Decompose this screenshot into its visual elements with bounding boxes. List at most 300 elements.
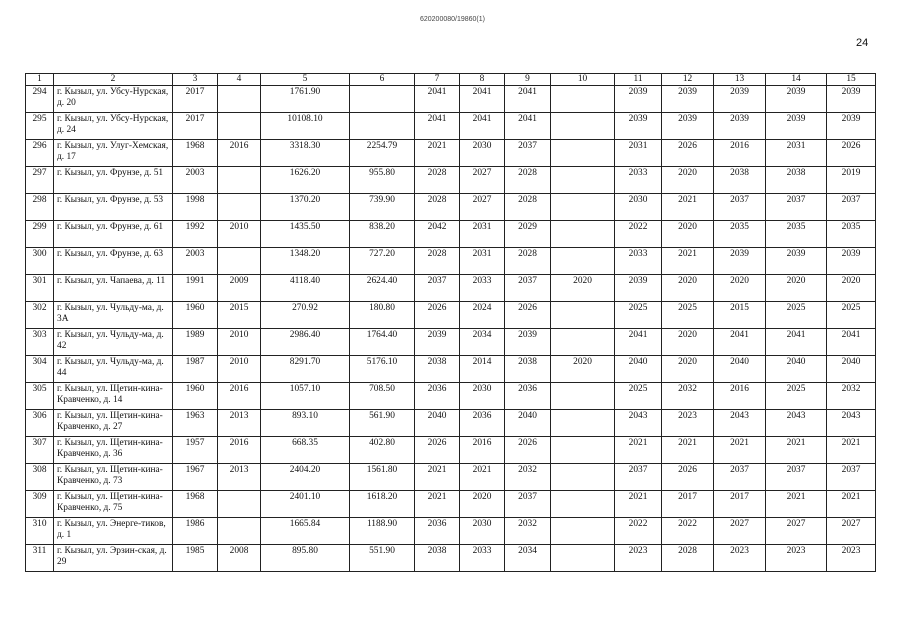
value-cell: 2404.20 — [261, 464, 350, 491]
row-number-cell: 294 — [26, 86, 54, 113]
value-cell: 2037 — [766, 464, 827, 491]
value-cell: 2038 — [415, 545, 460, 572]
value-cell: 2041 — [505, 86, 551, 113]
value-cell: 2039 — [662, 86, 714, 113]
value-cell: 2022 — [615, 518, 662, 545]
table-row — [26, 86, 876, 113]
value-cell: 2039 — [766, 248, 827, 275]
value-cell: 2033 — [615, 248, 662, 275]
address-cell: г. Кызыл, ул. Чапаева, д. 11 — [54, 275, 173, 302]
value-cell: 8291.70 — [261, 356, 350, 383]
value-cell: 2014 — [460, 356, 505, 383]
value-cell: 1761.90 — [261, 86, 350, 113]
value-cell: 2029 — [505, 221, 551, 248]
value-cell: 2020 — [460, 491, 505, 518]
address-cell: г. Кызыл, ул. Фрунзе, д. 61 — [54, 221, 173, 248]
value-cell: 2038 — [714, 167, 766, 194]
column-header: 1 — [26, 74, 54, 86]
value-cell: 2030 — [460, 383, 505, 410]
value-cell: 2027 — [766, 518, 827, 545]
address-cell: г. Кызыл, ул. Энерге-тиков, д. 1 — [54, 518, 173, 545]
column-header: 12 — [662, 74, 714, 86]
value-cell: 1998 — [173, 194, 218, 221]
value-cell: 2030 — [460, 140, 505, 167]
value-cell — [218, 86, 261, 113]
value-cell: 2020 — [551, 275, 615, 302]
row-number-cell: 306 — [26, 410, 54, 437]
value-cell: 2020 — [551, 356, 615, 383]
value-cell: 2026 — [827, 140, 876, 167]
value-cell: 1985 — [173, 545, 218, 572]
row-number-cell: 309 — [26, 491, 54, 518]
value-cell: 895.80 — [261, 545, 350, 572]
row-number-cell: 299 — [26, 221, 54, 248]
value-cell: 2028 — [415, 194, 460, 221]
value-cell: 2041 — [460, 86, 505, 113]
value-cell: 2037 — [505, 491, 551, 518]
table-row — [26, 113, 876, 140]
header-row — [26, 74, 876, 86]
value-cell: 2010 — [218, 356, 261, 383]
value-cell: 2039 — [662, 113, 714, 140]
value-cell: 1618.20 — [350, 491, 415, 518]
address-cell: г. Кызыл, ул. Щетин-кина-Кравченко, д. 14 — [54, 383, 173, 410]
value-cell: 2624.40 — [350, 275, 415, 302]
value-cell: 2039 — [827, 248, 876, 275]
value-cell: 2041 — [766, 329, 827, 356]
value-cell: 2016 — [218, 383, 261, 410]
row-number-cell: 304 — [26, 356, 54, 383]
value-cell — [218, 248, 261, 275]
value-cell: 2034 — [460, 329, 505, 356]
value-cell: 2031 — [615, 140, 662, 167]
value-cell: 2017 — [714, 491, 766, 518]
value-cell: 2031 — [460, 248, 505, 275]
table-row — [26, 410, 876, 437]
value-cell: 2041 — [460, 113, 505, 140]
value-cell: 551.90 — [350, 545, 415, 572]
value-cell: 2027 — [827, 518, 876, 545]
value-cell: 2021 — [766, 437, 827, 464]
value-cell: 2041 — [714, 329, 766, 356]
value-cell: 2036 — [415, 383, 460, 410]
value-cell: 2027 — [714, 518, 766, 545]
value-cell: 2039 — [415, 329, 460, 356]
value-cell: 2023 — [615, 545, 662, 572]
value-cell: 1057.10 — [261, 383, 350, 410]
value-cell: 2021 — [766, 491, 827, 518]
value-cell: 2017 — [173, 86, 218, 113]
row-number-cell: 298 — [26, 194, 54, 221]
value-cell: 2025 — [615, 302, 662, 329]
value-cell: 2041 — [415, 86, 460, 113]
value-cell: 1957 — [173, 437, 218, 464]
value-cell: 1435.50 — [261, 221, 350, 248]
row-number-cell: 308 — [26, 464, 54, 491]
value-cell: 739.90 — [350, 194, 415, 221]
column-header: 14 — [766, 74, 827, 86]
value-cell: 2042 — [415, 221, 460, 248]
value-cell: 2021 — [415, 140, 460, 167]
value-cell: 2020 — [662, 221, 714, 248]
row-number-cell: 301 — [26, 275, 54, 302]
value-cell: 2015 — [218, 302, 261, 329]
value-cell: 270.92 — [261, 302, 350, 329]
value-cell: 2016 — [460, 437, 505, 464]
value-cell: 2021 — [827, 491, 876, 518]
address-cell: г. Кызыл, ул. Щетин-кина-Кравченко, д. 36 — [54, 437, 173, 464]
value-cell: 2003 — [173, 248, 218, 275]
row-number-cell: 305 — [26, 383, 54, 410]
column-header: 11 — [615, 74, 662, 86]
value-cell: 2017 — [662, 491, 714, 518]
column-header: 7 — [415, 74, 460, 86]
row-number-cell: 297 — [26, 167, 54, 194]
address-cell: г. Кызыл, ул. Фрунзе, д. 63 — [54, 248, 173, 275]
value-cell — [551, 437, 615, 464]
value-cell — [551, 329, 615, 356]
value-cell: 1968 — [173, 140, 218, 167]
value-cell: 3318.30 — [261, 140, 350, 167]
value-cell — [551, 464, 615, 491]
value-cell: 2016 — [714, 383, 766, 410]
value-cell: 2020 — [662, 356, 714, 383]
value-cell: 2032 — [662, 383, 714, 410]
table-body — [26, 86, 876, 572]
value-cell: 2037 — [714, 194, 766, 221]
value-cell: 2035 — [827, 221, 876, 248]
value-cell: 2021 — [615, 437, 662, 464]
table-row — [26, 302, 876, 329]
address-cell: г. Кызыл, ул. Эрзин-ская, д. 29 — [54, 545, 173, 572]
value-cell: 2040 — [415, 410, 460, 437]
value-cell: 2020 — [766, 275, 827, 302]
value-cell: 2026 — [415, 437, 460, 464]
column-header: 10 — [551, 74, 615, 86]
value-cell: 668.35 — [261, 437, 350, 464]
value-cell: 1960 — [173, 383, 218, 410]
value-cell: 10108.10 — [261, 113, 350, 140]
value-cell: 2039 — [766, 113, 827, 140]
value-cell: 2019 — [827, 167, 876, 194]
value-cell: 2022 — [662, 518, 714, 545]
value-cell: 2037 — [827, 194, 876, 221]
value-cell: 2032 — [505, 518, 551, 545]
table-row — [26, 140, 876, 167]
value-cell: 2037 — [827, 464, 876, 491]
value-cell — [551, 248, 615, 275]
value-cell: 2039 — [714, 248, 766, 275]
value-cell: 727.20 — [350, 248, 415, 275]
value-cell: 708.50 — [350, 383, 415, 410]
value-cell: 2035 — [766, 221, 827, 248]
value-cell: 2037 — [714, 464, 766, 491]
table-row — [26, 545, 876, 572]
value-cell: 2038 — [766, 167, 827, 194]
value-cell: 1991 — [173, 275, 218, 302]
value-cell: 2023 — [662, 410, 714, 437]
value-cell: 2026 — [415, 302, 460, 329]
value-cell: 2025 — [766, 383, 827, 410]
value-cell: 2039 — [714, 86, 766, 113]
column-header: 4 — [218, 74, 261, 86]
table-row — [26, 275, 876, 302]
value-cell: 2026 — [505, 302, 551, 329]
register-table — [25, 73, 876, 572]
value-cell — [551, 410, 615, 437]
value-cell: 1967 — [173, 464, 218, 491]
value-cell: 2026 — [662, 464, 714, 491]
value-cell — [218, 518, 261, 545]
value-cell: 1561.80 — [350, 464, 415, 491]
value-cell: 2024 — [460, 302, 505, 329]
value-cell: 2026 — [662, 140, 714, 167]
value-cell: 2023 — [827, 545, 876, 572]
value-cell: 1968 — [173, 491, 218, 518]
value-cell: 2021 — [415, 491, 460, 518]
column-header: 8 — [460, 74, 505, 86]
table-row — [26, 194, 876, 221]
value-cell: 2021 — [827, 437, 876, 464]
value-cell: 2023 — [766, 545, 827, 572]
value-cell: 2027 — [460, 167, 505, 194]
table-row — [26, 329, 876, 356]
column-header: 2 — [54, 74, 173, 86]
value-cell: 2039 — [615, 86, 662, 113]
value-cell: 561.90 — [350, 410, 415, 437]
value-cell: 2036 — [460, 410, 505, 437]
value-cell: 2025 — [662, 302, 714, 329]
row-number-cell: 303 — [26, 329, 54, 356]
address-cell: г. Кызыл, ул. Чульду-ма, д. 44 — [54, 356, 173, 383]
value-cell: 2025 — [615, 383, 662, 410]
value-cell — [551, 221, 615, 248]
value-cell: 1665.84 — [261, 518, 350, 545]
value-cell: 2041 — [505, 113, 551, 140]
value-cell: 2028 — [662, 545, 714, 572]
value-cell: 2028 — [505, 248, 551, 275]
value-cell: 2039 — [615, 275, 662, 302]
value-cell: 2020 — [714, 275, 766, 302]
value-cell — [218, 113, 261, 140]
value-cell: 2030 — [615, 194, 662, 221]
row-number-cell: 302 — [26, 302, 54, 329]
value-cell: 2033 — [460, 275, 505, 302]
value-cell: 2020 — [827, 275, 876, 302]
value-cell: 1989 — [173, 329, 218, 356]
table-row — [26, 383, 876, 410]
value-cell: 2401.10 — [261, 491, 350, 518]
value-cell: 2021 — [662, 437, 714, 464]
value-cell: 1992 — [173, 221, 218, 248]
value-cell: 1348.20 — [261, 248, 350, 275]
value-cell: 2025 — [766, 302, 827, 329]
value-cell: 2020 — [662, 275, 714, 302]
value-cell: 1626.20 — [261, 167, 350, 194]
table-row — [26, 248, 876, 275]
table-row — [26, 356, 876, 383]
value-cell: 2039 — [827, 113, 876, 140]
value-cell: 2020 — [662, 167, 714, 194]
value-cell: 2028 — [415, 167, 460, 194]
value-cell: 402.80 — [350, 437, 415, 464]
value-cell: 2021 — [714, 437, 766, 464]
value-cell: 2254.79 — [350, 140, 415, 167]
value-cell: 1986 — [173, 518, 218, 545]
value-cell: 955.80 — [350, 167, 415, 194]
value-cell: 2040 — [505, 410, 551, 437]
value-cell: 2021 — [615, 491, 662, 518]
row-number-cell: 300 — [26, 248, 54, 275]
value-cell: 2017 — [173, 113, 218, 140]
value-cell: 1960 — [173, 302, 218, 329]
value-cell: 2043 — [615, 410, 662, 437]
value-cell: 180.80 — [350, 302, 415, 329]
row-number-cell: 296 — [26, 140, 54, 167]
value-cell: 2033 — [615, 167, 662, 194]
value-cell: 2026 — [505, 437, 551, 464]
address-cell: г. Кызыл, ул. Убсу-Нурская, д. 24 — [54, 113, 173, 140]
value-cell: 2040 — [827, 356, 876, 383]
value-cell: 2013 — [218, 464, 261, 491]
address-cell: г. Кызыл, ул. Фрунзе, д. 53 — [54, 194, 173, 221]
value-cell: 2021 — [662, 194, 714, 221]
value-cell: 4118.40 — [261, 275, 350, 302]
value-cell: 2028 — [415, 248, 460, 275]
value-cell: 2040 — [714, 356, 766, 383]
value-cell — [551, 302, 615, 329]
value-cell: 1370.20 — [261, 194, 350, 221]
value-cell: 2037 — [505, 140, 551, 167]
value-cell — [551, 140, 615, 167]
value-cell: 2034 — [505, 545, 551, 572]
row-number-cell: 307 — [26, 437, 54, 464]
value-cell — [551, 383, 615, 410]
value-cell — [218, 491, 261, 518]
value-cell: 2043 — [827, 410, 876, 437]
value-cell — [551, 86, 615, 113]
value-cell — [218, 194, 261, 221]
value-cell: 2041 — [615, 329, 662, 356]
value-cell: 2016 — [218, 437, 261, 464]
value-cell: 2040 — [615, 356, 662, 383]
row-number-cell: 310 — [26, 518, 54, 545]
address-cell: г. Кызыл, ул. Фрунзе, д. 51 — [54, 167, 173, 194]
value-cell: 2021 — [662, 248, 714, 275]
value-cell: 2039 — [827, 86, 876, 113]
column-header: 13 — [714, 74, 766, 86]
table-row — [26, 491, 876, 518]
value-cell: 2039 — [766, 86, 827, 113]
address-cell: г. Кызыл, ул. Улуг-Хемская, д. 17 — [54, 140, 173, 167]
value-cell: 2036 — [505, 383, 551, 410]
value-cell: 2013 — [218, 410, 261, 437]
value-cell: 2015 — [714, 302, 766, 329]
address-cell: г. Кызыл, ул. Щетин-кина-Кравченко, д. 27 — [54, 410, 173, 437]
value-cell: 2037 — [415, 275, 460, 302]
value-cell: 2037 — [766, 194, 827, 221]
value-cell: 2028 — [505, 167, 551, 194]
value-cell: 2009 — [218, 275, 261, 302]
value-cell: 2043 — [766, 410, 827, 437]
value-cell: 2040 — [766, 356, 827, 383]
table-row — [26, 518, 876, 545]
value-cell: 2021 — [415, 464, 460, 491]
value-cell: 893.10 — [261, 410, 350, 437]
value-cell: 2031 — [766, 140, 827, 167]
table-row — [26, 437, 876, 464]
value-cell: 2003 — [173, 167, 218, 194]
value-cell — [551, 167, 615, 194]
value-cell: 2033 — [460, 545, 505, 572]
column-header: 5 — [261, 74, 350, 86]
row-number-cell: 311 — [26, 545, 54, 572]
value-cell: 1987 — [173, 356, 218, 383]
address-cell: г. Кызыл, ул. Убсу-Нурская, д. 20 — [54, 86, 173, 113]
value-cell: 2038 — [415, 356, 460, 383]
row-number-cell: 295 — [26, 113, 54, 140]
value-cell — [350, 113, 415, 140]
address-cell: г. Кызыл, ул. Щетин-кина-Кравченко, д. 75 — [54, 491, 173, 518]
value-cell: 838.20 — [350, 221, 415, 248]
value-cell: 2036 — [415, 518, 460, 545]
value-cell: 1188.90 — [350, 518, 415, 545]
value-cell — [551, 545, 615, 572]
table-row — [26, 221, 876, 248]
value-cell: 1764.40 — [350, 329, 415, 356]
value-cell: 2030 — [460, 518, 505, 545]
value-cell: 2023 — [714, 545, 766, 572]
value-cell: 1963 — [173, 410, 218, 437]
value-cell: 2037 — [505, 275, 551, 302]
address-cell: г. Кызыл, ул. Щетин-кина-Кравченко, д. 73 — [54, 464, 173, 491]
value-cell: 2022 — [615, 221, 662, 248]
value-cell: 2986.40 — [261, 329, 350, 356]
column-header: 3 — [173, 74, 218, 86]
value-cell — [218, 167, 261, 194]
document-id: 620200080/19860(1) — [419, 16, 485, 23]
value-cell: 2031 — [460, 221, 505, 248]
table-row — [26, 464, 876, 491]
value-cell — [551, 518, 615, 545]
value-cell: 2041 — [415, 113, 460, 140]
value-cell: 2037 — [615, 464, 662, 491]
value-cell: 2035 — [714, 221, 766, 248]
value-cell — [551, 194, 615, 221]
value-cell: 2039 — [505, 329, 551, 356]
value-cell: 2032 — [505, 464, 551, 491]
address-cell: г. Кызыл, ул. Чульду-ма, д. 3А — [54, 302, 173, 329]
value-cell: 2043 — [714, 410, 766, 437]
value-cell: 2038 — [505, 356, 551, 383]
value-cell: 2039 — [615, 113, 662, 140]
value-cell: 2039 — [714, 113, 766, 140]
page-number: 24 — [856, 37, 869, 49]
value-cell: 2041 — [827, 329, 876, 356]
value-cell: 2020 — [662, 329, 714, 356]
value-cell: 2010 — [218, 329, 261, 356]
value-cell: 2021 — [460, 464, 505, 491]
value-cell: 2025 — [827, 302, 876, 329]
value-cell: 2010 — [218, 221, 261, 248]
column-header: 15 — [827, 74, 876, 86]
value-cell — [551, 491, 615, 518]
value-cell: 2032 — [827, 383, 876, 410]
column-header: 6 — [350, 74, 415, 86]
address-cell: г. Кызыл, ул. Чульду-ма, д. 42 — [54, 329, 173, 356]
value-cell: 5176.10 — [350, 356, 415, 383]
value-cell — [551, 113, 615, 140]
